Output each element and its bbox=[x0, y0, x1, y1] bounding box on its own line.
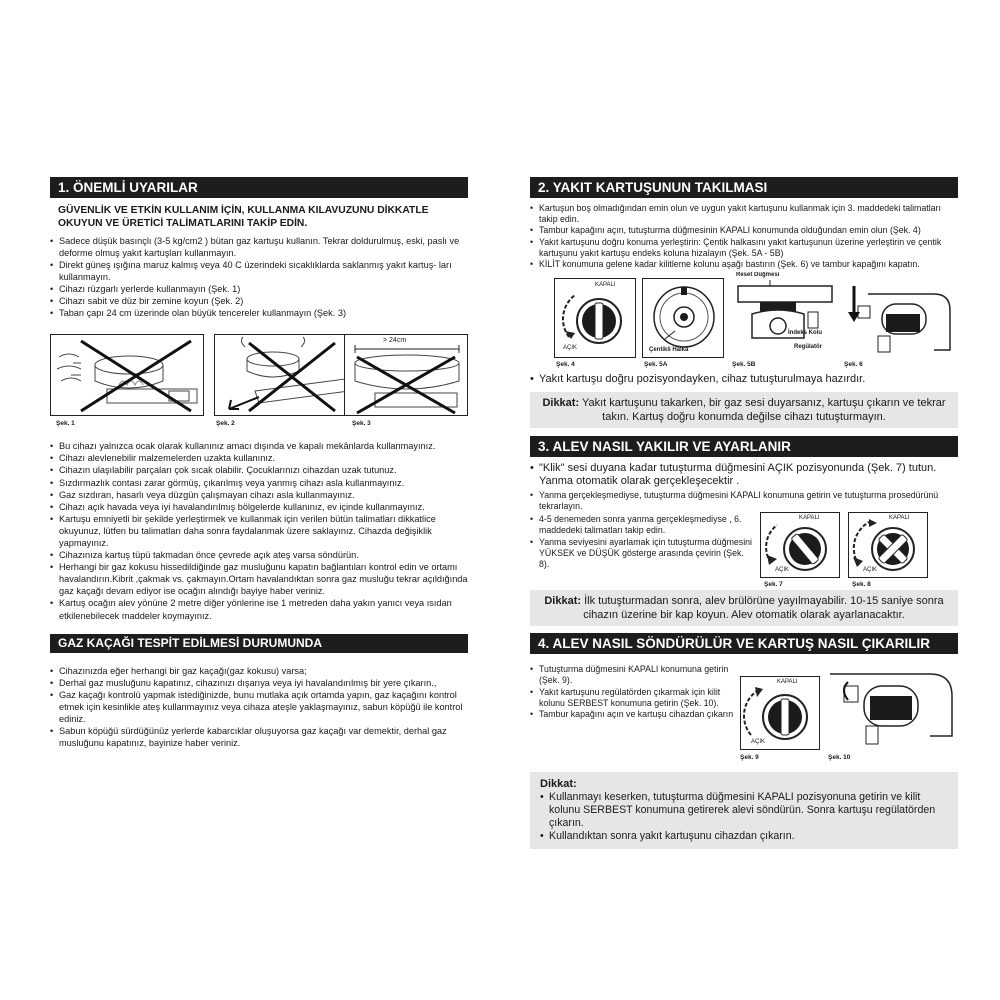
list-item: • Cihazı alevlenebilir malzemelerden uzakta kullanınız. bbox=[50, 452, 468, 464]
tilted-stove-illustration bbox=[215, 335, 354, 416]
list-item: • Sadece düşük basınçlı (3-5 kg/cm2 ) bütan gaz kartuşu kullanın. Tekrar doldurulmuş, eski, paslı ve deforme olmuş yakıt kartuşları kullanmayın. bbox=[50, 235, 468, 259]
section1-header bbox=[50, 177, 468, 198]
list-item: • Tambur kapağını açın ve kartuşu cihazdan çıkarın bbox=[530, 709, 734, 720]
list-item: • KİLİT konumuna gelene kadar kilitleme kolunu aşağı bastırın (Şek. 6) ve tambur kapağını kapatın. bbox=[530, 259, 958, 270]
lock-lever-illustration bbox=[842, 278, 958, 358]
knob-kapali-label: KAPALI bbox=[777, 679, 798, 686]
knob-kapali-label: KAPALI bbox=[889, 515, 910, 522]
knob-acik-label: AÇIK bbox=[751, 739, 766, 746]
wind-stove-illustration bbox=[51, 335, 204, 416]
section4-note-bullets bbox=[540, 791, 948, 843]
section3-body bbox=[530, 490, 958, 589]
section4-note bbox=[530, 772, 958, 849]
figure-4-frame bbox=[554, 278, 636, 358]
list-item: • Taban çapı 24 cm üzerinde olan büyük tencereler kullanmayın (Şek. 3) bbox=[50, 307, 468, 319]
list-item: • Gaz sızdıran, hasarlı veya düzgün çalışmayan cihazı asla kullanmayınız. bbox=[50, 489, 468, 501]
figure-6-frame bbox=[842, 278, 958, 358]
figure-9-label: Şek. 9 bbox=[740, 754, 759, 762]
list-item: • Yanma seviyesini ayarlamak için tutuşturma düğmesini YÜKSEK ve DÜŞÜK gösterge arasında çevirin (Şek. 8). bbox=[530, 537, 754, 571]
list-item: • Yanma gerçekleşmediyse, tutuşturma düğmesini KAPALI konumuna getirin ve tutuşturma prosedürünü tekrarlayın. bbox=[530, 490, 958, 512]
list-item: • Kullanmayı keserken, tutuşturma düğmesini KAPALI pozisyonuna getirin ve kilit kolunu SERBEST konumuna getirerek alevi söndürün. Sonra kartuşu regülatörden çıkarın. bbox=[540, 791, 948, 830]
knob-kapali-label: KAPALI bbox=[595, 282, 616, 289]
figure-3-frame bbox=[344, 334, 468, 416]
note-label: Dikkat: bbox=[544, 595, 582, 608]
figure-10-label: Şek. 10 bbox=[828, 754, 851, 762]
knob-adjust-illustration bbox=[849, 513, 928, 578]
figure-2-label: Şek. 2 bbox=[216, 420, 235, 428]
list-item: • Yakıt kartuşunu doğru konuma yerleştirin: Çentik halkasını yakıt kartuşunun üzerine yerleştirin ve çentik kartuşunu yakıt kartuşu endeks koluna hizalayın (Şek. 5A - 5B) bbox=[530, 237, 958, 259]
knob-acik-label: AÇIK bbox=[563, 345, 578, 352]
figure-1-label: Şek. 1 bbox=[56, 420, 75, 428]
list-item: • Cihazı açık havada veya iyi havalandırılmış bölgelerde kullanınız, ev içinde kullanmayınız. bbox=[50, 501, 468, 513]
left-column bbox=[50, 177, 468, 749]
figure-3-dimension: > 24cm bbox=[383, 337, 407, 345]
section3-header bbox=[530, 436, 958, 457]
list-item: • Gaz kaçağı kontrolü yapmak istediğinizde, bunu mutlaka açık ortamda yapın, gaz kaçağını kontrol etmek için kesinlikle ateş kullanmayınız veya cihaza ateşle yaklaşmayınız, sabun köpüğü ile kontrol ediniz. bbox=[50, 689, 468, 725]
list-item: • Kullandıktan sonra yakıt kartuşunu cihazdan çıkarın. bbox=[540, 830, 948, 843]
figure-9-frame bbox=[740, 676, 820, 750]
section2-bullets bbox=[530, 203, 958, 270]
figure-8-label: Şek. 8 bbox=[852, 581, 871, 589]
section4-header bbox=[530, 633, 958, 654]
regulator-label: Regülatör bbox=[794, 344, 823, 351]
section1-title: 1. ÖNEMLİ UYARILAR bbox=[58, 180, 198, 195]
list-item: • Tutuşturma düğmesini KAPALI konumuna getirin (Şek. 9). bbox=[530, 664, 734, 686]
section3-note bbox=[530, 590, 958, 626]
section2-ready bbox=[530, 373, 958, 386]
list-item: • Cihazı rüzgarlı yerlerde kullanmayın (Şek. 1) bbox=[50, 283, 468, 295]
section3-bullets-narrow bbox=[530, 514, 754, 570]
list-item: • "Klik" sesi duyana kadar tutuşturma düğmesini AÇIK pozisyonunda (Şek. 7) tutun. Yanma otomatik olarak gerçekleşecektir . bbox=[530, 462, 958, 488]
figure-7-label: Şek. 7 bbox=[764, 581, 783, 589]
figure-2-frame bbox=[214, 334, 354, 416]
section4-bullets bbox=[530, 664, 734, 720]
figures-1-3 bbox=[50, 334, 468, 430]
figure-10-frame bbox=[824, 664, 958, 750]
section2-title: 2. YAKIT KARTUŞUNUN TAKILMASI bbox=[538, 180, 768, 195]
lever-release-illustration bbox=[824, 664, 958, 750]
section4-title: 4. ALEV NASIL SÖNDÜRÜLÜR VE KARTUŞ NASIL ÇIKARILIR bbox=[538, 636, 931, 652]
list-item: • Sızdırmazlık contası zarar görmüş, çıkarılmış veya yanmış cihazı asla kullanmayınız. bbox=[50, 477, 468, 489]
list-item: • Cihazın ulaşılabilir parçaları çok sıcak olabilir. Çocuklarınızı cihazdan uzak tutunuz. bbox=[50, 464, 468, 476]
large-pot-illustration bbox=[345, 335, 468, 416]
figure-5a-frame bbox=[642, 278, 724, 358]
knob-acik-label: AÇIK bbox=[863, 567, 878, 574]
right-column bbox=[530, 177, 958, 849]
section3-bullet-wide bbox=[530, 490, 958, 512]
figure-3-label: Şek. 3 bbox=[352, 420, 371, 428]
knob-acik-label: AÇIK bbox=[775, 567, 790, 574]
knob-open-illustration bbox=[761, 513, 840, 578]
note-text-2: takın. Kartuş doğru konumda değilse cihazı tutuşturmayın. bbox=[602, 411, 886, 424]
list-item: • Kartuşu emniyetli bir şekilde yerleştirmek ve kullanmak için verilen bütün talimatları dikkatlice okuyunuz, lütfen bu talimatları daha sonra faydalanmak üzere saklayınız. Cihazda değişiklik yapmayınız. bbox=[50, 513, 468, 549]
list-item: • Cihazınıza kartuş tüpü takmadan önce çevrede açık ateş varsa söndürün. bbox=[50, 549, 468, 561]
figure-7-frame bbox=[760, 512, 840, 578]
note-text-1: Yakıt kartuşunu takarken, bir gaz sesi duyarsanız, kartuşu çıkarın ve tekrar bbox=[581, 397, 946, 410]
figure-5b-frame bbox=[730, 272, 838, 358]
figure-6-label: Şek. 6 bbox=[844, 361, 863, 369]
note-label: Dikkat: bbox=[540, 778, 577, 791]
section2-header bbox=[530, 177, 958, 198]
section1-bullets-top bbox=[50, 235, 468, 320]
list-item: • Yakıt kartuşunu regülatörden çıkarmak için kilit kolunu SERBEST konumuna getirin (Şek. 10). bbox=[530, 687, 734, 709]
intro-line-2: OKUYUN VE ÜRETİCİ TALİMATLARINI TAKİP EDİN. bbox=[58, 217, 308, 229]
figure-5b-label: Şek. 5B bbox=[732, 361, 756, 369]
indeks-kolu-label: İndeks Kolu bbox=[788, 330, 823, 337]
figure-1-frame bbox=[50, 334, 204, 416]
list-item: • Cihazı sabit ve düz bir zemine koyun (Şek. 2) bbox=[50, 295, 468, 307]
list-item: • Cihazınızda eğer herhangi bir gaz kaçağı(gaz kokusu) varsa; bbox=[50, 665, 468, 677]
note-text-1: İlk tutuşturmadan sonra, alev brülörüne yayılmayabilir. 10-15 saniye sonra bbox=[584, 595, 944, 608]
note-label: Dikkat: bbox=[542, 397, 580, 410]
figure-8-frame bbox=[848, 512, 928, 578]
list-item: • 4-5 denemeden sonra yanma gerçekleşmediyse , 6. maddedeki talimatları takip edin. bbox=[530, 514, 754, 536]
list-item: • Direkt güneş ışığına maruz kalmış veya 40 C üzerindeki sıcaklıklarda saklanmış yakıt kartuş- ları kullanmayın. bbox=[50, 259, 468, 283]
centikli-halka-label: Çentikli Halka bbox=[649, 347, 689, 354]
list-item: • Herhangi bir gaz kokusu hissedildiğinde gaz musluğunu kapatın bağlantıları kontrol edin ve ortamı havalandırın.Kibrit ,çakmak vs. çakmayın.Ortam havalandıktan sonra gaz musluğu tekrar açıldığında gaz kaçağı devam ediyor ise ocağın alındığı bayiye haber veriniz. bbox=[50, 561, 468, 597]
intro-line-1: GÜVENLİK VE ETKİN KULLANIM İÇİN, KULLANMA KILAVUZUNU DİKKATLE bbox=[58, 205, 429, 216]
list-item: • Tambur kapağını açın, tutuşturma düğmesinin KAPALI konumunda olduğundan emin olun (Şek. 4) bbox=[530, 225, 958, 236]
list-item: • Kartuş ocağın alev yönüne 2 metre diğer yönlerine ise 1 metreden daha yakın yanıcı veya ısıdan etkilenebilecek maddeler koymayınız. bbox=[50, 597, 468, 621]
reset-dugmesi-label: Reset Düğmesi bbox=[736, 272, 780, 279]
section3-main-bullet bbox=[530, 462, 958, 488]
section1-bullets-bottom bbox=[50, 440, 468, 621]
list-item: • Kartuşun boş olmadığından emin olun ve uygun yakıt kartuşunu kullanmak için 3. maddedeki talimatları takip edin. bbox=[530, 203, 958, 225]
figures-4-6 bbox=[530, 272, 958, 370]
list-item: • Sabun köpüğü sürdüğünüz yerlerde kabarcıklar oluşuyorsa gaz kaçağı var demektir, derhal gaz musluğunu kapatınız, bayinize haber veriniz. bbox=[50, 725, 468, 749]
gas-leak-bullets bbox=[50, 665, 468, 750]
figure-5a-label: Şek. 5A bbox=[644, 361, 668, 369]
section3-title: 3. ALEV NASIL YAKILIR VE AYARLANIR bbox=[538, 439, 791, 455]
note-text-2: cihazın üzerine bir kap koyun. Alev otomatik olarak ayarlanacaktır. bbox=[583, 609, 905, 622]
gas-leak-header bbox=[50, 634, 468, 653]
figure-4-label: Şek. 4 bbox=[556, 361, 575, 369]
list-item: • Bu cihazı yalnızca ocak olarak kullanınız amacı dışında ve kapalı mekânlarda kullanmayınız. bbox=[50, 440, 468, 452]
ready-text: • Yakıt kartuşu doğru pozisyondayken, cihaz tutuşturulmaya hazırdır. bbox=[530, 373, 958, 386]
section2-note bbox=[530, 392, 958, 428]
section1-intro bbox=[50, 205, 468, 231]
gas-leak-title: GAZ KAÇAĞI TESPİT EDİLMESİ DURUMUNDA bbox=[58, 636, 322, 651]
knob-kapali-label: KAPALI bbox=[799, 515, 820, 522]
list-item: • Derhal gaz musluğunu kapatınız, cihazınızı dışarıya veya iyi havalandırılmış bir yere çıkarın., bbox=[50, 677, 468, 689]
section4-body bbox=[530, 664, 958, 762]
